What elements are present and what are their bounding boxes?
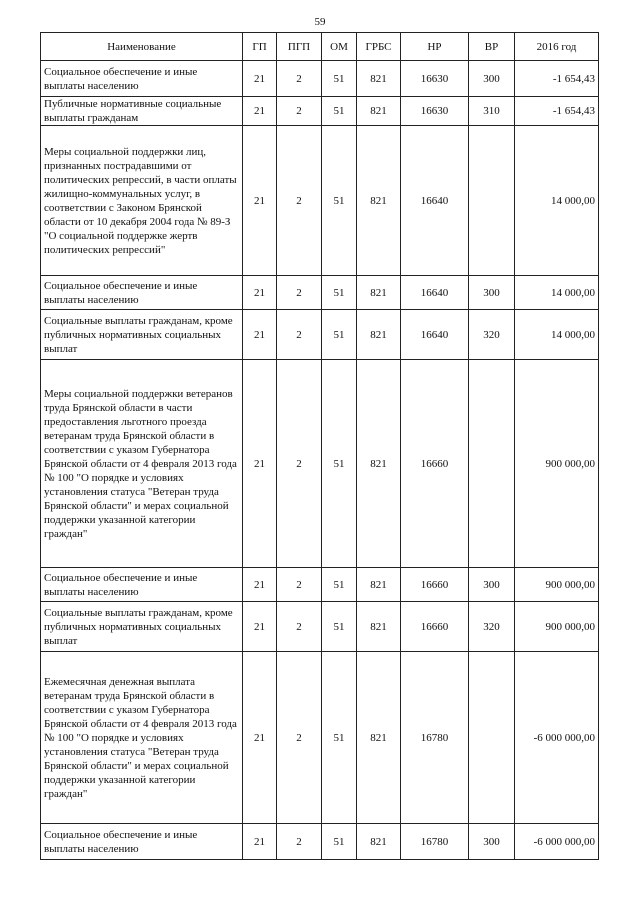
row-ppgp: 2 xyxy=(277,310,322,360)
table-row xyxy=(41,126,599,276)
row-vr: 300 xyxy=(469,824,515,860)
row-om: 51 xyxy=(322,61,357,97)
row-amount: 14 000,00 xyxy=(515,276,599,310)
row-om: 51 xyxy=(322,97,357,126)
row-om: 51 xyxy=(322,652,357,824)
row-gp: 21 xyxy=(243,568,277,602)
row-gp: 21 xyxy=(243,97,277,126)
row-amount: -1 654,43 xyxy=(515,61,599,97)
header-grbs: ГРБС xyxy=(357,33,401,61)
row-np: 16640 xyxy=(401,310,469,360)
row-om: 51 xyxy=(322,276,357,310)
row-np: 16660 xyxy=(401,602,469,652)
row-amount: -6 000 000,00 xyxy=(515,652,599,824)
row-np: 16630 xyxy=(401,97,469,126)
budget-table xyxy=(40,32,599,860)
row-grbs: 821 xyxy=(357,61,401,97)
row-ppgp: 2 xyxy=(277,61,322,97)
row-name: Социальное обеспечение и иные выплаты населению xyxy=(41,568,243,602)
row-grbs: 821 xyxy=(357,652,401,824)
row-om: 51 xyxy=(322,310,357,360)
row-om: 51 xyxy=(322,360,357,568)
row-vr: 310 xyxy=(469,97,515,126)
table-row xyxy=(41,602,599,652)
row-name: Публичные нормативные социальные выплаты гражданам xyxy=(41,97,243,126)
row-name: Социальные выплаты гражданам, кроме публичных нормативных социальных выплат xyxy=(41,310,243,360)
row-name: Социальные выплаты гражданам, кроме публичных нормативных социальных выплат xyxy=(41,602,243,652)
row-grbs: 821 xyxy=(357,97,401,126)
row-np: 16780 xyxy=(401,824,469,860)
row-ppgp: 2 xyxy=(277,568,322,602)
row-vr: 320 xyxy=(469,602,515,652)
table-row xyxy=(41,97,599,126)
row-gp: 21 xyxy=(243,360,277,568)
row-vr: 300 xyxy=(469,276,515,310)
page-number: 59 xyxy=(314,16,326,28)
row-grbs: 821 xyxy=(357,360,401,568)
row-name: Меры социальной поддержки лиц, признанных пострадавшими от политических репрессий, в части оплаты жилищно-коммунальных услуг, в соответствии с Законом Брянской области от 10 декабря 2004 года № 89-З "О социальной поддержке жертв политических репрессий" xyxy=(41,126,243,276)
row-ppgp: 2 xyxy=(277,824,322,860)
row-om: 51 xyxy=(322,824,357,860)
row-om: 51 xyxy=(322,602,357,652)
row-vr xyxy=(469,360,515,568)
row-np: 16630 xyxy=(401,61,469,97)
row-gp: 21 xyxy=(243,61,277,97)
row-vr xyxy=(469,126,515,276)
row-grbs: 821 xyxy=(357,602,401,652)
header-gp: ГП xyxy=(243,33,277,61)
row-name: Социальное обеспечение и иные выплаты населению xyxy=(41,61,243,97)
row-om: 51 xyxy=(322,126,357,276)
row-grbs: 821 xyxy=(357,126,401,276)
row-gp: 21 xyxy=(243,824,277,860)
table-row xyxy=(41,360,599,568)
row-ppgp: 2 xyxy=(277,360,322,568)
row-vr: 320 xyxy=(469,310,515,360)
table-row xyxy=(41,61,599,97)
table-row xyxy=(41,310,599,360)
row-np: 16660 xyxy=(401,568,469,602)
row-ppgp: 2 xyxy=(277,652,322,824)
row-grbs: 821 xyxy=(357,568,401,602)
row-np: 16640 xyxy=(401,126,469,276)
table-row xyxy=(41,276,599,310)
row-vr xyxy=(469,652,515,824)
row-ppgp: 2 xyxy=(277,276,322,310)
header-np: НР xyxy=(401,33,469,61)
row-gp: 21 xyxy=(243,310,277,360)
row-amount: -1 654,43 xyxy=(515,97,599,126)
row-gp: 21 xyxy=(243,126,277,276)
header-year: 2016 год xyxy=(515,33,599,61)
table-row xyxy=(41,568,599,602)
row-name: Социальное обеспечение и иные выплаты населению xyxy=(41,276,243,310)
row-ppgp: 2 xyxy=(277,126,322,276)
row-amount: -6 000 000,00 xyxy=(515,824,599,860)
table-row xyxy=(41,824,599,860)
row-name: Ежемесячная денежная выплата ветеранам труда Брянской области в соответствии с указом Губернатора Брянской области от 4 февраля 2013 года № 100 "О порядке и условиях установления статуса "Ветеран труда Брянской области" и мерах социальной поддержки указанной категории граждан" xyxy=(41,652,243,824)
row-om: 51 xyxy=(322,568,357,602)
header-vr: ВР xyxy=(469,33,515,61)
row-amount: 900 000,00 xyxy=(515,568,599,602)
row-ppgp: 2 xyxy=(277,97,322,126)
row-amount: 14 000,00 xyxy=(515,126,599,276)
row-grbs: 821 xyxy=(357,310,401,360)
row-ppgp: 2 xyxy=(277,602,322,652)
header-ppgp: ПГП xyxy=(277,33,322,61)
header-om: ОМ xyxy=(322,33,357,61)
row-gp: 21 xyxy=(243,652,277,824)
row-name: Социальное обеспечение и иные выплаты населению xyxy=(41,824,243,860)
row-gp: 21 xyxy=(243,276,277,310)
row-np: 16660 xyxy=(401,360,469,568)
row-amount: 900 000,00 xyxy=(515,602,599,652)
table-body xyxy=(41,61,599,860)
row-np: 16780 xyxy=(401,652,469,824)
row-np: 16640 xyxy=(401,276,469,310)
row-amount: 900 000,00 xyxy=(515,360,599,568)
row-vr: 300 xyxy=(469,61,515,97)
header-row xyxy=(41,33,599,61)
row-amount: 14 000,00 xyxy=(515,310,599,360)
table-row xyxy=(41,652,599,824)
row-vr: 300 xyxy=(469,568,515,602)
row-gp: 21 xyxy=(243,602,277,652)
row-grbs: 821 xyxy=(357,824,401,860)
header-name: Наименование xyxy=(41,33,243,61)
row-grbs: 821 xyxy=(357,276,401,310)
row-name: Меры социальной поддержки ветеранов труда Брянской области в части предоставления льготного проезда ветеранам труда Брянской области в соответствии с указом Губернатора Брянской области от 4 февраля 2013 года № 100 "О порядке и условиях установления статуса "Ветеран труда Брянской области" и мерах социальной поддержки указанной категории граждан" xyxy=(41,360,243,568)
